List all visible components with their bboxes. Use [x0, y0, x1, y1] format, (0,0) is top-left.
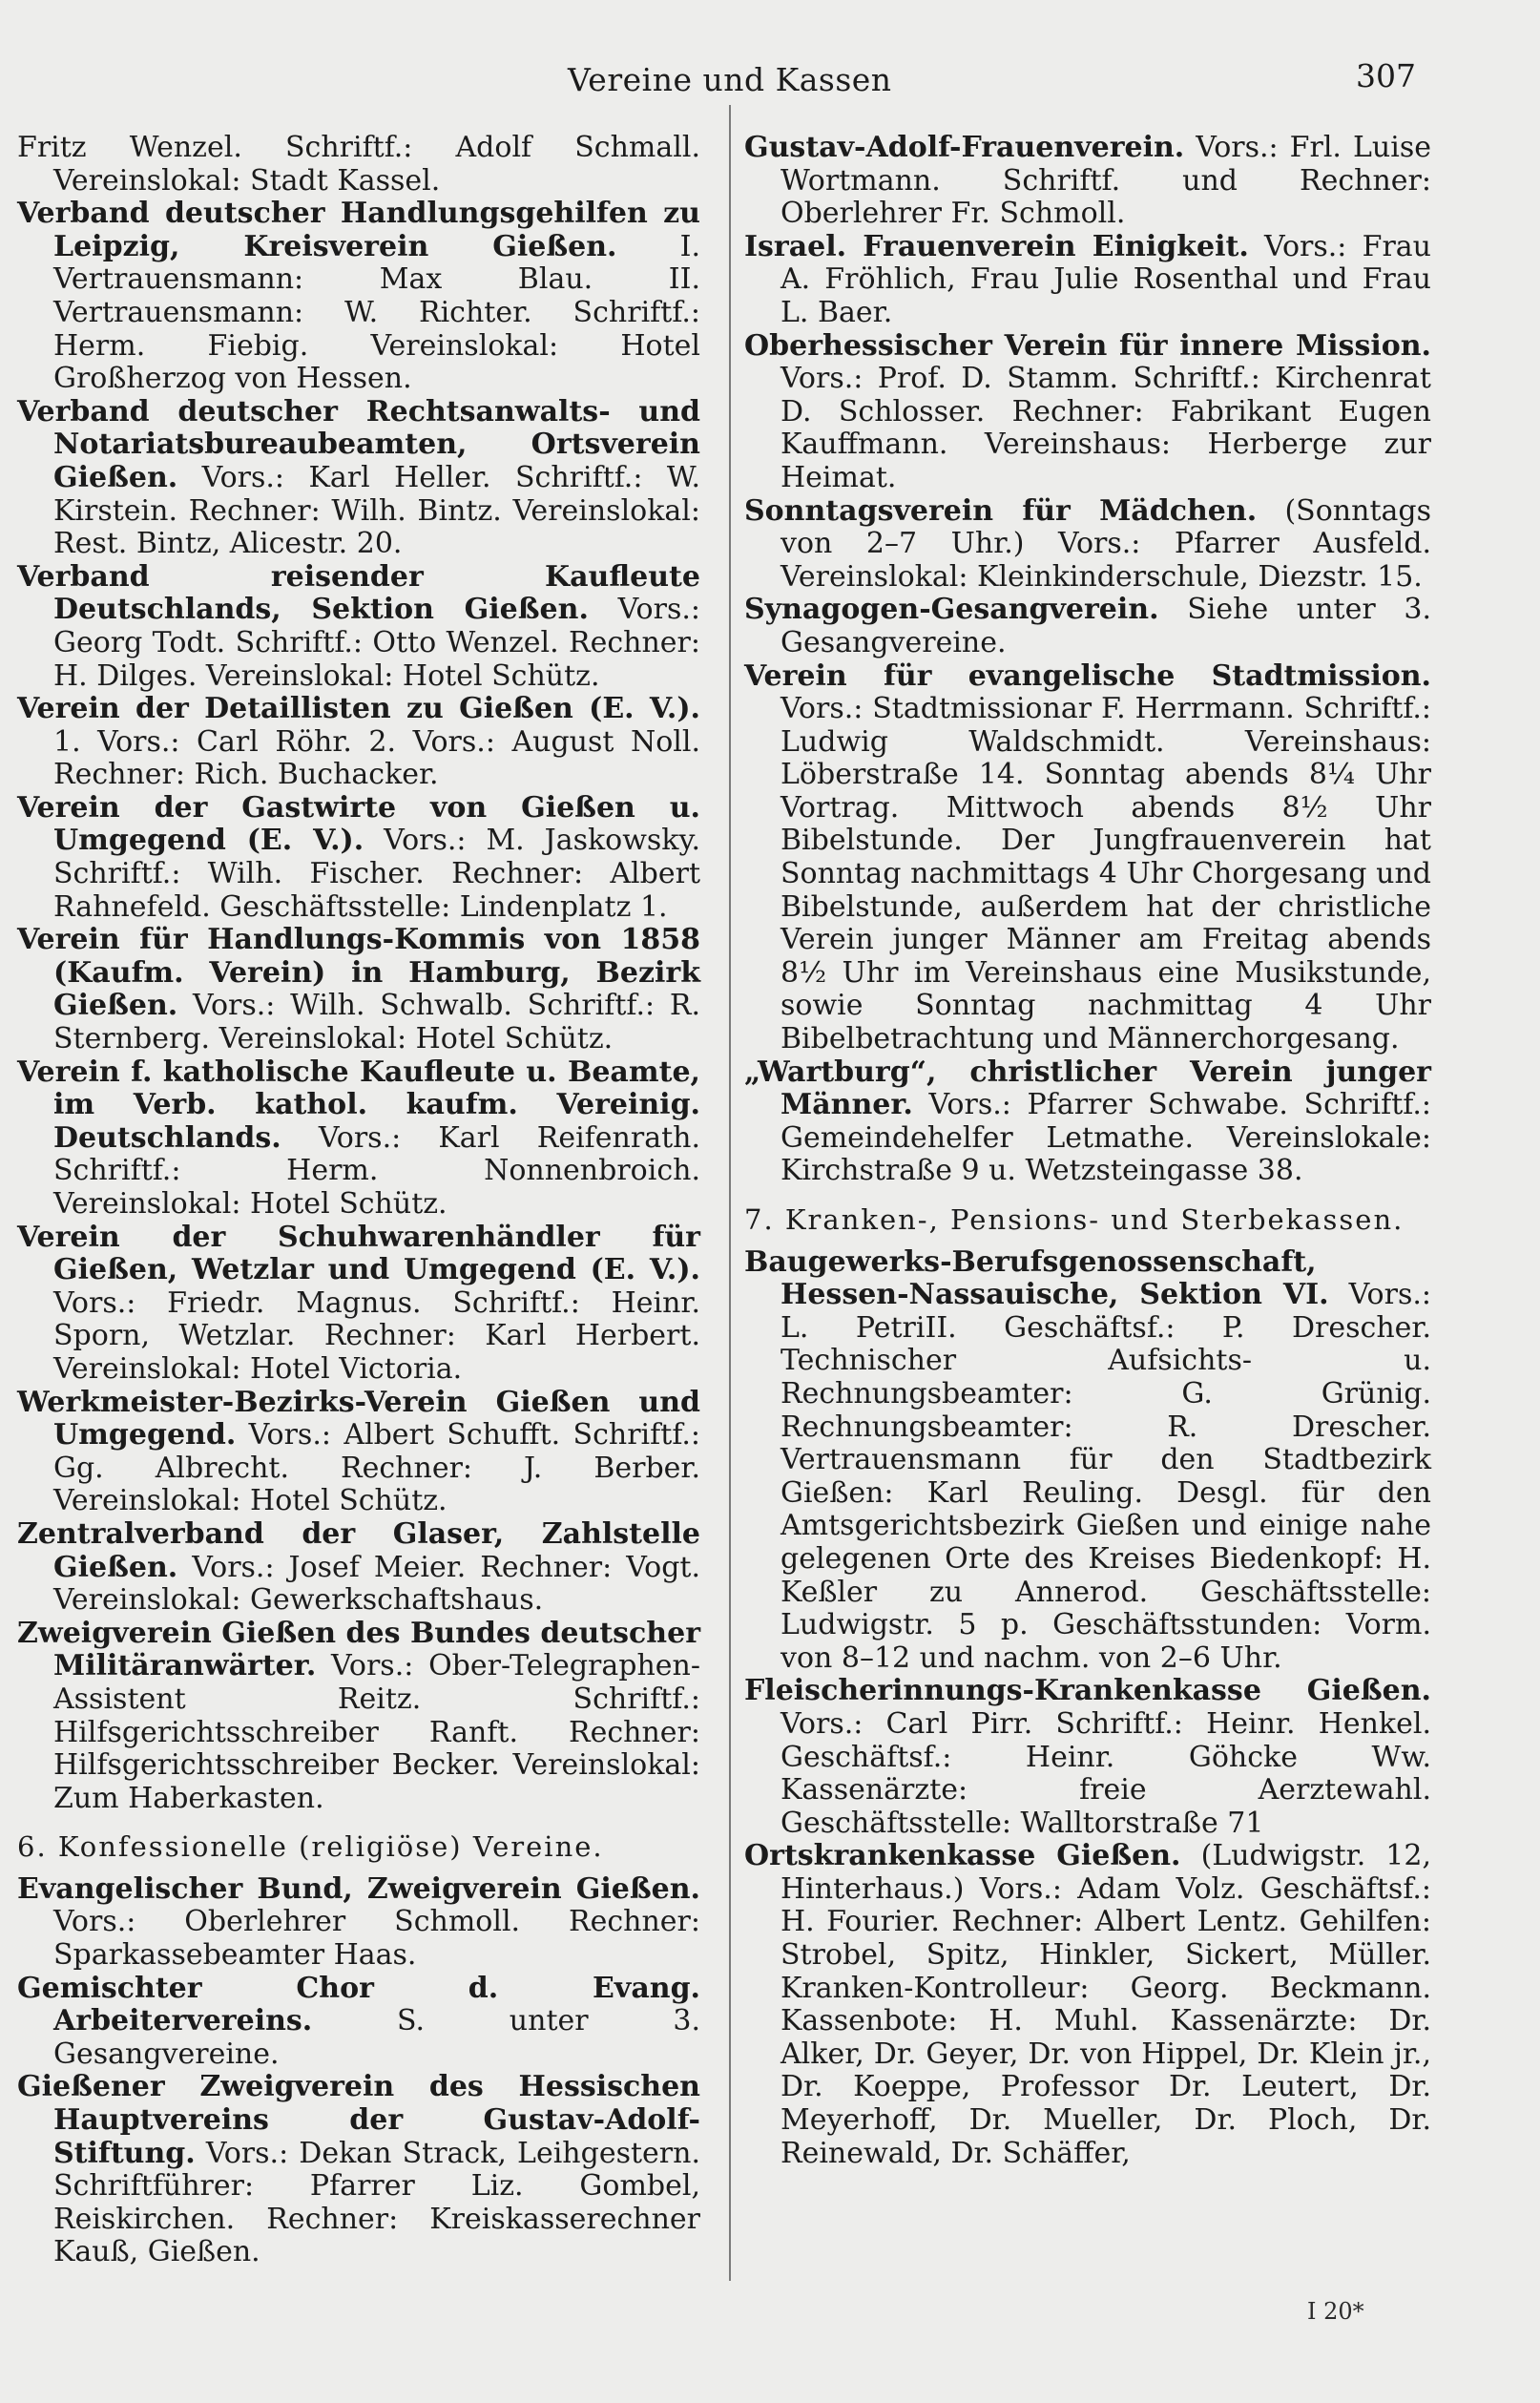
association-name: Verein der Detaillisten zu Gießen (E. V.).	[17, 692, 700, 726]
column-divider	[729, 105, 731, 2281]
association-details: (Sonntags von 2–7 Uhr.) Vors.: Pfarrer Ausfeld. Vereinslokal: Kleinkinderschule, Diezstr. 15.	[780, 493, 1431, 594]
right-column-entry	[744, 1840, 1431, 2170]
association-details: Vors.: Frl. Luise Wortmann. Schriftf. und Rechner: Oberlehrer Fr. Schmoll.	[780, 131, 1431, 231]
right-column-entry	[744, 132, 1431, 231]
running-header	[0, 55, 1540, 103]
association-details: (Ludwigstr. 12, Hinterhaus.) Vors.: Adam Volz. Geschäftsf.: H. Fourier. Rechner: Albert Lentz. Gehilfen: Strobel, Spitz, Hinkler, Sickert, Müller. Kranken-Kontrolleur: Georg. Beckmann. Kassenbote: H. Muhl. Kassenärzte: Dr. Alker, Dr. Geyer, Dr. von Hippel, Dr. Klein jr., Dr. Koeppe, Professor Dr. Leutert, Dr. Meyerhoff, Dr. Mueller, Dr. Ploch, Dr. Reinewald, Dr. Schäffer,	[780, 1839, 1431, 2170]
association-name: Verein f. katholische Kaufleute u. Beamte, im Verb. kathol. kaufm. Vereinig. Deutschlands.	[17, 1055, 700, 1155]
association-name: Oberhessischer Verein für innere Mission.	[744, 328, 1431, 363]
association-details: I. Vertrauensmann: Max Blau. II. Vertrauensmann: W. Richter. Schriftf.: Herm. Fiebig. Vereinslokal: Hotel Großherzog von Hessen.	[53, 229, 700, 396]
association-name: Ortskrankenkasse Gießen.	[744, 1839, 1181, 1873]
association-details: Vors.: Dekan Strack, Leihgestern. Schriftführer: Pfarrer Liz. Gombel, Reiskirchen. Rechner: Kreiskasserechner Kauß, Gießen.	[53, 2136, 700, 2269]
left-column-entry	[17, 2071, 700, 2269]
association-details: 1. Vors.: Carl Röhr. 2. Vors.: August Noll. Rechner: Rich. Buchacker.	[53, 724, 700, 792]
association-details: Vors.: Friedr. Magnus. Schriftf.: Heinr. Sporn, Wetzlar. Rechner: Karl Herbert. Vereinslokal: Hotel Victoria.	[53, 1285, 700, 1386]
association-details: S. unter 3. Gesangvereine.	[53, 2004, 700, 2071]
left-column-entry	[17, 198, 700, 396]
left-column	[17, 132, 700, 2269]
right-column-entry	[744, 594, 1431, 659]
association-details: Vors.: Karl Reifenrath. Schriftf.: Herm. Nonnenbroich. Vereinslokal: Hotel Schütz.	[53, 1120, 700, 1221]
association-details: Vors.: Prof. D. Stamm. Schriftf.: Kirchenrat D. Schlosser. Rechner: Fabrikant Eugen Kauffmann. Vereinshaus: Herberge zur Heimat.	[780, 362, 1431, 494]
right-column-entry	[744, 231, 1431, 330]
association-details: Vors.: Ober-Telegraphen-Assistent Reitz. Schriftf.: Hilfsgerichtsschreiber Ranft. Rechner: Hilfsgerichtsschreiber Becker. Vereinslokal: Zum Haberkasten.	[53, 1649, 700, 1815]
association-name: Verein der Gastwirte von Gießen u. Umgegend (E. V.).	[17, 790, 700, 858]
association-name: Baugewerks-Berufsgenossenschaft, Hessen-Nassauische, Sektion VI.	[744, 1244, 1329, 1312]
association-name: Fleischerinnungs-Krankenkasse Gießen.	[744, 1674, 1431, 1708]
left-column-entry	[17, 1222, 700, 1387]
association-name: Synagogen-Gesangverein.	[744, 593, 1159, 627]
association-details: Vors.: Frau A. Fröhlich, Frau Julie Rosenthal und Frau L. Baer.	[780, 229, 1431, 329]
right-column-entry	[744, 330, 1431, 495]
section-heading: 7. Kranken-, Pensions- und Sterbekassen.	[744, 1203, 1405, 1236]
left-column-entry	[17, 396, 700, 561]
association-name: Zweigverein Gießen des Bundes deutscher Militäranwärter.	[17, 1616, 700, 1683]
left-column-entry	[17, 693, 700, 792]
association-name: Sonntagsverein für Mädchen.	[744, 493, 1258, 528]
right-column-entry	[744, 660, 1431, 1056]
association-details: Vors.: Oberlehrer Schmoll. Rechner: Sparkassebeamter Haas.	[53, 1905, 700, 1973]
signature-mark: I 20*	[1307, 2298, 1364, 2325]
association-details: Vors.: Carl Pirr. Schriftf.: Heinr. Henkel. Geschäftsf.: Heinr. Göhcke Ww. Kassenärzte: freie Aerztewahl. Geschäftsstelle: Walltorstraße 71	[780, 1706, 1431, 1840]
association-name: Zentralverband der Glaser, Zahlstelle Gießen.	[17, 1516, 700, 1584]
association-details: Vors.: Wilh. Schwalb. Schriftf.: R. Sternberg. Vereinslokal: Hotel Schütz.	[53, 989, 700, 1056]
association-name: Verband reisender Kaufleute Deutschlands, Sektion Gießen.	[17, 559, 700, 627]
association-name: Israel. Frauenverein Einigkeit.	[744, 229, 1249, 263]
association-name: Verein für Handlungs-Kommis von 1858 (Kaufm. Verein) in Hamburg, Bezirk Gießen.	[17, 923, 700, 1023]
right-column-entry	[744, 1246, 1431, 1676]
association-name: Evangelischer Bund, Zweigverein Gießen.	[17, 1871, 700, 1906]
association-details: Fritz Wenzel. Schriftf.: Adolf Schmall. Vereinslokal: Stadt Kassel.	[17, 131, 700, 198]
left-column-entry	[17, 1387, 700, 1518]
running-title: Vereine und Kassen	[568, 61, 892, 98]
right-column-entry	[744, 1675, 1431, 1840]
association-name: Werkmeister-Bezirks-Verein Gießen und Umgegend.	[17, 1385, 700, 1452]
association-details: Vors.: Karl Heller. Schriftf.: W. Kirstein. Rechner: Wilh. Bintz. Vereinslokal: Rest. Bintz, Alicestr. 20.	[53, 460, 700, 561]
left-column-entry	[17, 1973, 700, 2072]
association-details: Vors.: Georg Todt. Schriftf.: Otto Wenzel. Rechner: H. Dilges. Vereinslokal: Hotel Schütz.	[53, 593, 701, 693]
association-details: Vors.: Albert Schufft. Schriftf.: Gg. Albrecht. Rechner: J. Berber. Vereinslokal: Hotel Schütz.	[53, 1418, 700, 1518]
left-column-entry	[17, 792, 700, 924]
association-name: Verein für evangelische Stadtmission.	[744, 658, 1431, 693]
left-column-entry	[17, 1518, 700, 1618]
section-heading: 6. Konfessionelle (religiöse) Vereine.	[17, 1830, 604, 1864]
right-column-entry	[744, 1056, 1431, 1188]
left-column-entry	[17, 1618, 700, 1816]
association-name: Gießener Zweigverein des Hessischen Hauptvereins der Gustav-Adolf-Stiftung.	[17, 2070, 700, 2170]
association-details: Vors.: Pfarrer Schwabe. Schriftf.: Gemeindehelfer Letmathe. Vereinslokale: Kirchstraße 9 u. Wetzsteingasse 38.	[780, 1088, 1431, 1188]
association-name: Verband deutscher Handlungsgehilfen zu Leipzig, Kreisverein Gießen.	[17, 197, 700, 263]
right-column-entry	[744, 495, 1431, 595]
association-name: Verband deutscher Rechtsanwalts- und Notariatsbureaubeamten, Ortsverein Gießen.	[17, 394, 700, 494]
association-name: Gemischter Chor d. Evang. Arbeitervereins.	[17, 1971, 700, 2038]
left-column-entry	[17, 132, 700, 198]
association-details: Vors.: Stadtmissionar F. Herrmann. Schriftf.: Ludwig Waldschmidt. Vereinshaus: Löberstraße 14. Sonntag abends 8¼ Uhr Vortrag. Mittwoch abends 8½ Uhr Bibelstunde. Der Jungfrauenverein hat Sonntag nachmittags 4 Uhr Chorgesang und Bibelstunde, außerdem hat der christliche Verein junger Männer am Freitag abends 8½ Uhr im Vereinshaus eine Musikstunde, sowie Sonntag nachmittag 4 Uhr Bibelbetrachtung und Männerchorgesang.	[780, 692, 1431, 1056]
association-details: Vors.: L. PetriII. Geschäftsf.: P. Drescher. Technischer Aufsichts- u. Rechnungsbeamter: G. Grünig. Rechnungsbeamter: R. Drescher. Vertrauensmann für den Stadtbezirk Gießen: Karl Reuling. Desgl. für den Amtsgerichtsbezirk Gießen und einige nahe gelegenen Orte des Kreises Biedenkopf: H. Keßler zu Annerod. Geschäftsstelle: Ludwigstr. 5 p. Geschäftsstunden: Vorm. von 8–12 und nachm. von 2–6 Uhr.	[780, 1278, 1431, 1675]
left-column-entry	[17, 924, 700, 1055]
page-number: 307	[1356, 57, 1416, 94]
left-column-entry	[17, 561, 700, 693]
right-column	[744, 132, 1431, 2170]
association-details: Siehe unter 3. Gesangvereine.	[780, 593, 1431, 659]
association-details: Vors.: Josef Meier. Rechner: Vogt. Vereinslokal: Gewerkschaftshaus.	[53, 1550, 700, 1618]
left-column-entry	[17, 1873, 700, 1973]
association-name: „Wartburg“, christlicher Verein junger Männer.	[744, 1055, 1431, 1122]
left-column-entry	[17, 1056, 700, 1222]
association-name: Verein der Schuhwarenhändler für Gießen, Wetzlar und Umgegend (E. V.).	[17, 1220, 700, 1287]
association-name: Gustav-Adolf-Frauenverein.	[744, 131, 1185, 164]
association-details: Vors.: M. Jaskowsky. Schriftf.: Wilh. Fischer. Rechner: Albert Rahnefeld. Geschäftsstelle: Lindenplatz 1.	[53, 824, 700, 924]
